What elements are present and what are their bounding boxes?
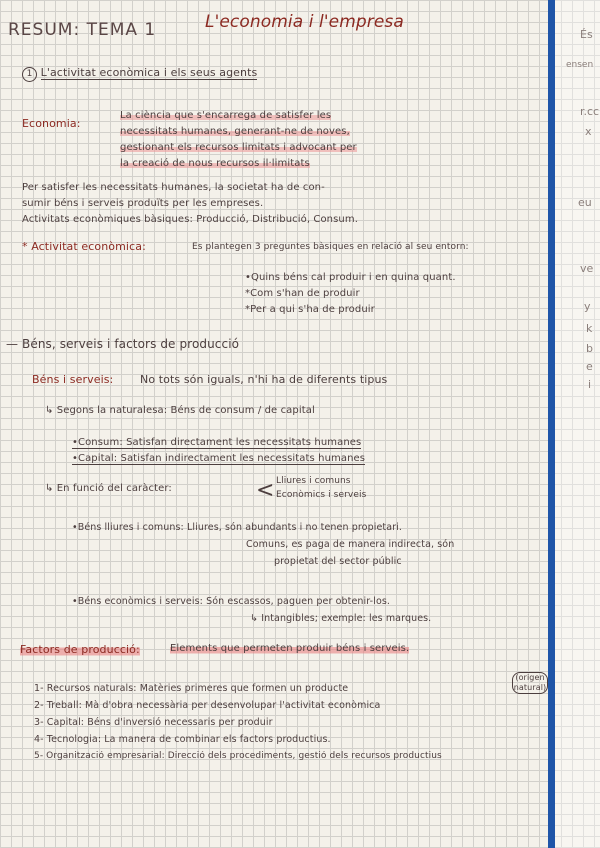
bens-funcio: ↳ En funció del caràcter: (45, 483, 172, 494)
bens-label: Béns i serveis: (32, 373, 114, 386)
bens-capital: •Capital: Satisfan indirectament les necessitats humanes (72, 453, 366, 464)
factor-2: 2- Treball: Mà d'obra necessària per desenvolupar l'activitat econòmica (34, 700, 381, 711)
arrow-icon: ↳ (45, 405, 57, 416)
arrow-icon: ↳ (45, 483, 57, 494)
side-fragment: eu (578, 196, 592, 209)
para2-line-2: sumir béns i serveis produïts per les empreses. (22, 198, 264, 209)
section-number: 1 (22, 67, 37, 82)
activitat-question-3: *Per a qui s'ha de produir (245, 304, 375, 315)
side-fragment: ve (580, 262, 594, 275)
side-fragment: e (586, 360, 593, 373)
side-fragment: x (585, 125, 592, 138)
bens-segons: ↳ Segons la naturalesa: Béns de consum / de capital (45, 405, 315, 416)
activitat-question-1: •Quins béns cal produir i en quina quant. (245, 272, 456, 283)
side-fragment: y (584, 300, 591, 313)
bens-text: No tots són iguals, n'hi ha de diferents tipus (140, 373, 388, 386)
section-1-heading (22, 66, 257, 82)
lliures-line-3: propietat del sector públic (274, 556, 402, 567)
side-fragment: ensen (566, 60, 594, 70)
lliures-line-1: •Béns lliures i comuns: Lliures, són abundants i no tenen propietari. (72, 522, 403, 533)
economia-line-1: La ciència que s'encarrega de satisfer les (120, 110, 332, 121)
side-fragment: b (586, 342, 593, 355)
economia-line-2: necessitats humanes, generant-ne de noves, (120, 126, 350, 137)
factor-1-note: (origen natural) (513, 673, 547, 692)
factors-label: Factors de producció: (20, 643, 140, 656)
economics-line-2: ↳ Intangibles; exemple: les marques. (250, 613, 432, 624)
para2-line-1: Per satisfer les necessitats humanes, la societat ha de con- (22, 182, 325, 193)
factor-5: 5- Organització empresarial: Direcció dels procediments, gestió dels recursos productius (34, 751, 442, 761)
activitat-label: * Activitat econòmica: (22, 240, 146, 253)
side-fragment: És (580, 28, 593, 41)
section-1-title: L'activitat econòmica i els seus agents (40, 66, 258, 79)
factor-3: 3- Capital: Béns d'inversió necessaris per produir (34, 717, 273, 728)
activitat-intro: Es plantegen 3 preguntes bàsiques en relació al seu entorn: (192, 242, 469, 252)
title-right: L'economia i l'empresa (205, 12, 404, 32)
economia-label: Economia: (22, 117, 81, 130)
factors-definition: Elements que permeten produir béns i serveis. (170, 643, 410, 654)
funcio-option-a: Lliures i comuns (276, 476, 351, 486)
factor-4: 4- Tecnologia: La manera de combinar els factors productius. (34, 734, 331, 745)
factor-1: 1- Recursos naturals: Matèries primeres que formen un producte (34, 683, 349, 694)
side-fragment: i (588, 378, 592, 391)
lliures-line-2: Comuns, es paga de manera indirecta, són (246, 539, 455, 550)
bens-factors-heading: — Béns, serveis i factors de producció (6, 337, 240, 351)
funcio-option-b: Econòmics i serveis (276, 490, 367, 500)
economia-line-4: la creació de nous recursos il·limitats (120, 158, 310, 169)
title-left: RESUM: TEMA 1 (8, 20, 157, 40)
arrow-icon: ↳ (250, 613, 262, 624)
side-fragment: r.cc (580, 105, 600, 118)
economics-line-1: •Béns econòmics i serveis: Són escassos, paguen per obtenir-los. (72, 596, 391, 607)
page-edge (548, 0, 555, 848)
side-fragment: k (586, 322, 593, 335)
economia-line-3: gestionant els recursos limitats i advocant per (120, 142, 357, 153)
bens-consum: •Consum: Satisfan directament les necessitats humanes (72, 437, 362, 448)
activitat-question-2: *Com s'han de produir (245, 288, 360, 299)
bracket-icon: < (256, 478, 275, 503)
para2-line-3: Activitats econòmiques bàsiques: Producció, Distribució, Consum. (22, 214, 358, 225)
adjacent-page (555, 0, 600, 848)
